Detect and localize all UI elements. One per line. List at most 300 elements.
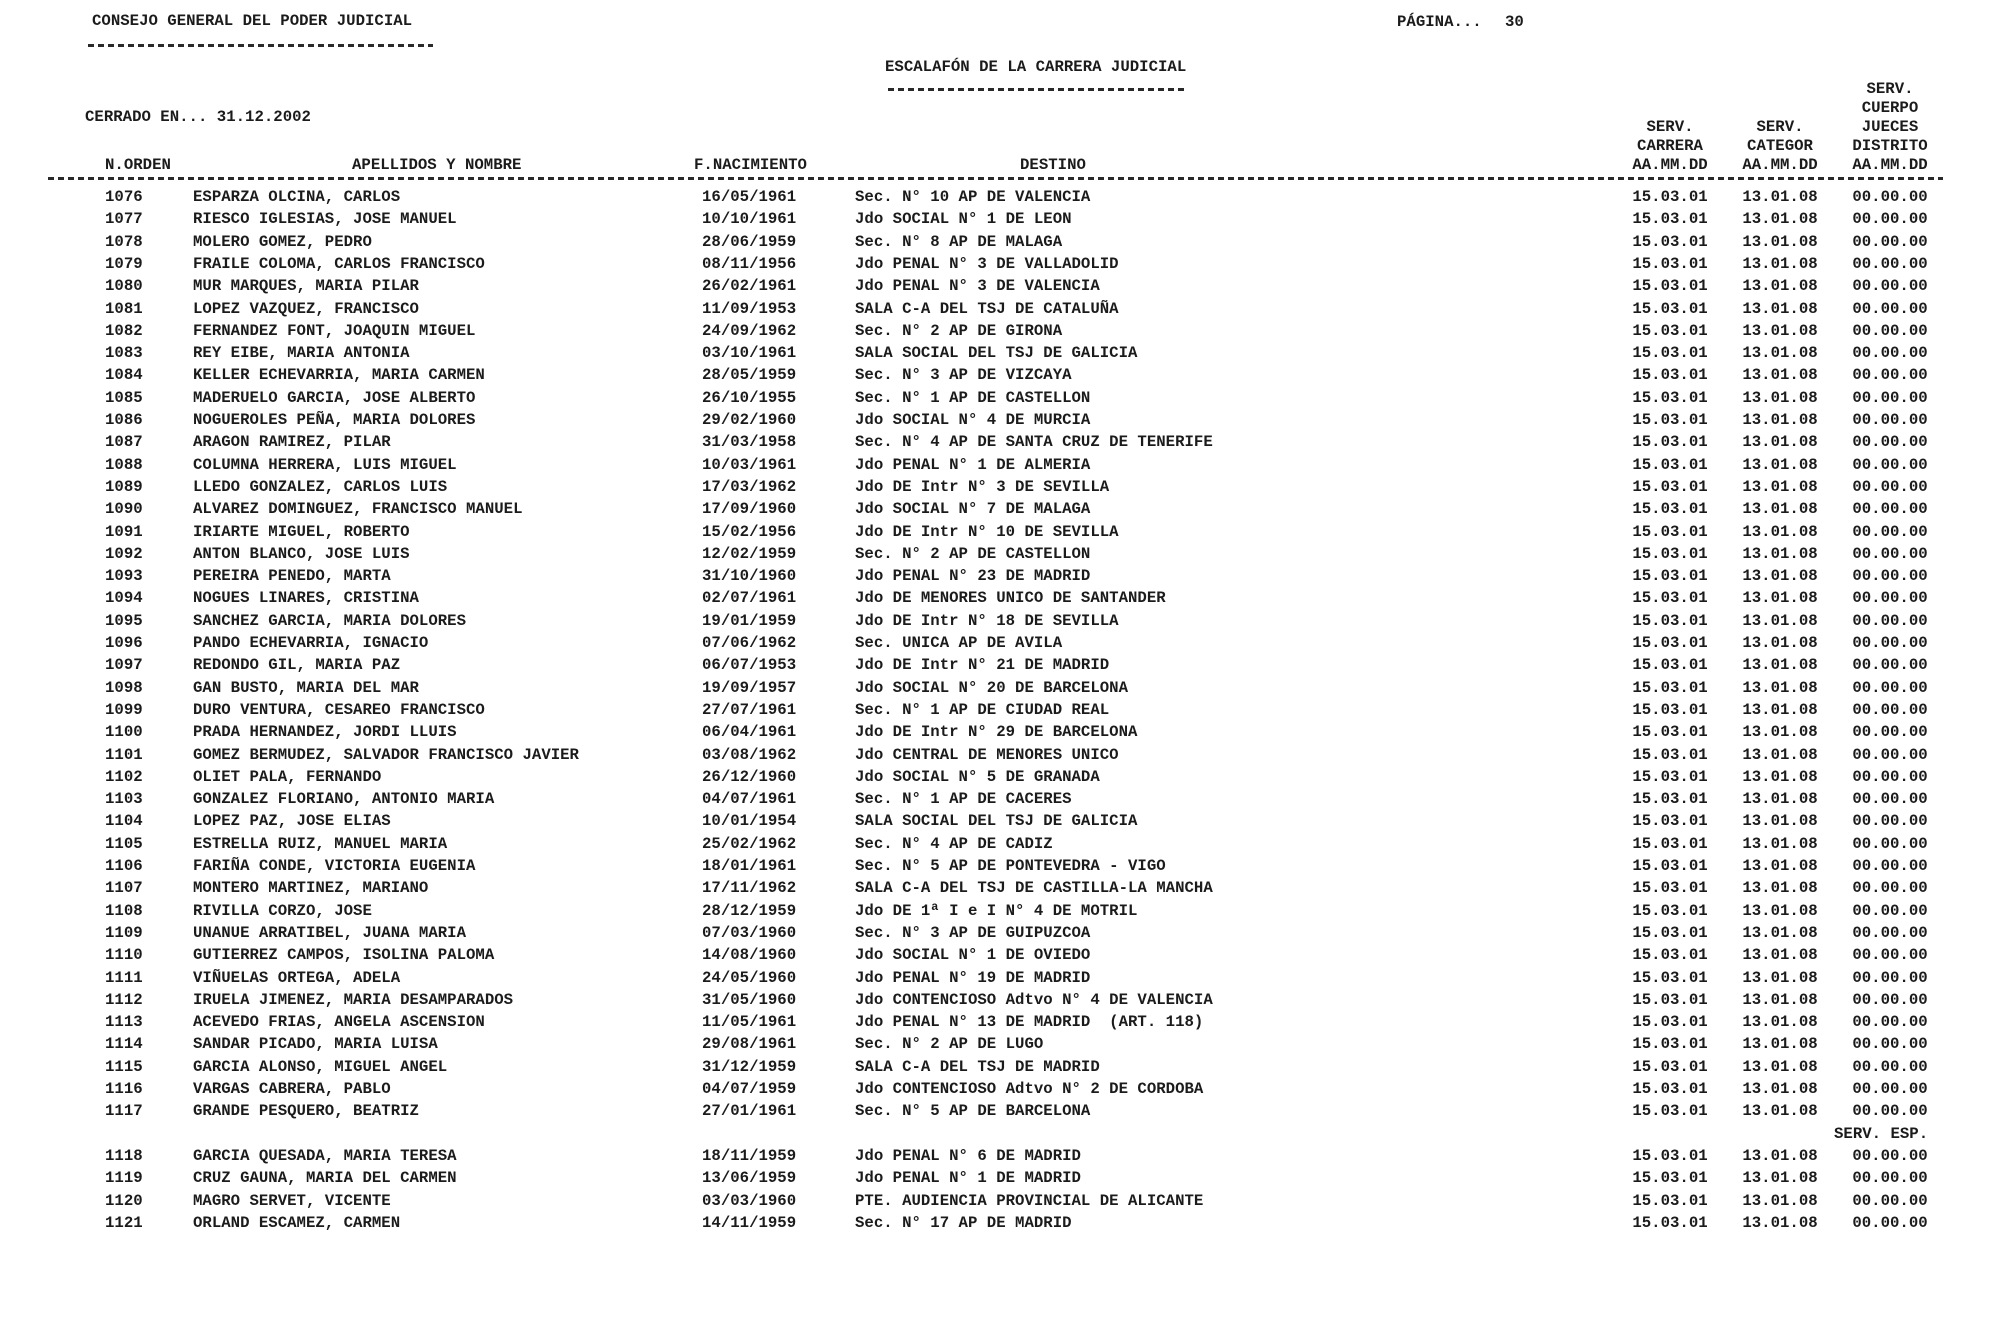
- serv-carrera-cell: 15.03.01: [1632, 923, 1708, 942]
- serv-distrito-cell: 00.00.00: [1852, 232, 1928, 251]
- serv-carrera-cell: 15.03.01: [1632, 299, 1708, 318]
- serv-carrera-cell: 15.03.01: [1632, 455, 1708, 474]
- order-cell: 1095: [105, 611, 143, 630]
- serv-categor-cell: 13.01.08: [1742, 723, 1818, 742]
- serv-categor-cell: 13.01.08: [1742, 990, 1818, 1009]
- serv-categor-cell: 13.01.08: [1742, 1146, 1818, 1165]
- destination-cell: Jdo PENAL N° 6 DE MADRID: [855, 1146, 1081, 1165]
- destination-cell: Jdo SOCIAL N° 1 DE OVIEDO: [855, 946, 1091, 965]
- order-cell: 1087: [105, 433, 143, 452]
- serv-categor-cell: 13.01.08: [1742, 344, 1818, 363]
- serv-distrito-cell: 00.00.00: [1852, 254, 1928, 273]
- table-row: [0, 321, 2000, 346]
- serv-categor-cell: 13.01.08: [1742, 879, 1818, 898]
- destination-cell: Jdo SOCIAL N° 20 DE BARCELONA: [855, 678, 1129, 697]
- birthdate-cell: 26/02/1961: [702, 277, 797, 296]
- serv-carrera-cell: 15.03.01: [1632, 767, 1708, 786]
- destination-cell: Sec. N° 5 AP DE BARCELONA: [855, 1102, 1091, 1121]
- col-serv-cuerpo-header-l2: CUERPO: [1861, 99, 1919, 117]
- serv-distrito-cell: 00.00.00: [1852, 656, 1928, 675]
- col-serv-carrera-header-l3: AA.MM.DD: [1632, 156, 1708, 174]
- name-cell: RIVILLA CORZO, JOSE: [193, 901, 372, 920]
- order-cell: 1090: [105, 500, 143, 519]
- serv-distrito-cell: 00.00.00: [1852, 678, 1928, 697]
- destination-cell: PTE. AUDIENCIA PROVINCIAL DE ALICANTE: [855, 1191, 1204, 1210]
- serv-categor-cell: 13.01.08: [1742, 1169, 1818, 1188]
- order-cell: 1094: [105, 589, 143, 608]
- serv-carrera-cell: 15.03.01: [1632, 277, 1708, 296]
- serv-categor-cell: 13.01.08: [1742, 567, 1818, 586]
- col-destino-header: DESTINO: [1020, 156, 1086, 174]
- name-cell: LOPEZ VAZQUEZ, FRANCISCO: [193, 299, 419, 318]
- serv-distrito-cell: 00.00.00: [1852, 1035, 1928, 1054]
- order-cell: 1081: [105, 299, 143, 318]
- name-cell: PANDO ECHEVARRIA, IGNACIO: [193, 634, 429, 652]
- name-cell: ACEVEDO FRIAS, ANGELA ASCENSION: [193, 1013, 485, 1032]
- table-row: [0, 1082, 2000, 1104]
- serv-carrera-cell: 15.03.01: [1632, 946, 1708, 965]
- name-cell: ALVAREZ DOMINGUEZ, FRANCISCO MANUEL: [193, 500, 523, 519]
- order-cell: 1100: [105, 723, 143, 742]
- order-cell: 1082: [105, 321, 143, 340]
- table-row: [0, 1191, 2000, 1216]
- serv-distrito-cell: 00.00.00: [1852, 477, 1928, 496]
- order-cell: 1080: [105, 277, 143, 296]
- table-row: [0, 413, 2000, 435]
- order-cell: 1109: [105, 923, 143, 942]
- table-row: [0, 435, 2000, 457]
- serv-categor-cell: 13.01.08: [1742, 634, 1818, 652]
- table-row: [0, 678, 2000, 703]
- order-cell: 1103: [105, 790, 143, 809]
- destination-cell: Sec. N° 1 AP DE CACERES: [855, 790, 1072, 809]
- order-cell: 1106: [105, 857, 143, 875]
- table-row: [0, 455, 2000, 480]
- serv-distrito-cell: 00.00.00: [1852, 344, 1928, 363]
- serv-categor-cell: 13.01.08: [1742, 254, 1818, 273]
- table-row: [0, 725, 2000, 747]
- serv-distrito-cell: 00.00.00: [1852, 1146, 1928, 1165]
- serv-carrera-cell: 15.03.01: [1632, 1102, 1708, 1121]
- order-cell: 1096: [105, 634, 143, 652]
- serv-categor-cell: 13.01.08: [1742, 477, 1818, 496]
- order-cell: 1108: [105, 901, 143, 920]
- order-cell: 1097: [105, 656, 143, 675]
- serv-distrito-cell: 00.00.00: [1852, 1102, 1928, 1121]
- table-row: [0, 1015, 2000, 1037]
- destination-cell: Sec. N° 3 AP DE VIZCAYA: [855, 366, 1072, 385]
- serv-categor-cell: 13.01.08: [1742, 522, 1818, 541]
- order-cell: 1110: [105, 946, 143, 965]
- birthdate-cell: 06/07/1953: [702, 656, 797, 675]
- serv-distrito-cell: 00.00.00: [1852, 968, 1928, 987]
- order-cell: 1101: [105, 745, 143, 764]
- table-row: [0, 1213, 2000, 1238]
- table-row: [0, 990, 2000, 1015]
- destination-cell: Jdo DE MENORES UNICO DE SANTANDER: [855, 589, 1166, 608]
- table-row: [0, 388, 2000, 413]
- order-cell: 1117: [105, 1102, 143, 1121]
- serv-categor-cell: 13.01.08: [1742, 901, 1818, 920]
- serv-categor-cell: 13.01.08: [1742, 656, 1818, 675]
- serv-categor-cell: 13.01.08: [1742, 1035, 1818, 1054]
- order-cell: 1089: [105, 477, 143, 496]
- order-cell: 1119: [105, 1169, 143, 1188]
- birthdate-cell: 25/02/1962: [702, 834, 797, 853]
- serv-distrito-cell: 00.00.00: [1852, 188, 1928, 206]
- serv-categor-cell: 13.01.08: [1742, 767, 1818, 786]
- order-cell: 1105: [105, 834, 143, 853]
- name-cell: MUR MARQUES, MARIA PILAR: [193, 277, 419, 296]
- serv-distrito-cell: 00.00.00: [1852, 812, 1928, 831]
- birthdate-cell: 03/03/1960: [702, 1191, 797, 1210]
- birthdate-cell: 17/11/1962: [702, 879, 797, 898]
- name-cell: KELLER ECHEVARRIA, MARIA CARMEN: [193, 366, 485, 385]
- name-cell: GARCIA QUESADA, MARIA TERESA: [193, 1146, 457, 1165]
- col-serv-categor-header-l1: SERV.: [1756, 118, 1804, 136]
- table-row: [0, 901, 2000, 926]
- table-row: [0, 1057, 2000, 1082]
- serv-categor-cell: 13.01.08: [1742, 1213, 1818, 1232]
- serv-categor-cell: 13.01.08: [1742, 232, 1818, 251]
- serv-carrera-cell: 15.03.01: [1632, 254, 1708, 273]
- name-cell: ARAGON RAMIREZ, PILAR: [193, 433, 391, 452]
- birthdate-cell: 27/01/1961: [702, 1102, 797, 1121]
- name-cell: PEREIRA PENEDO, MARTA: [193, 567, 391, 586]
- serv-carrera-cell: 15.03.01: [1632, 857, 1708, 875]
- destination-cell: Jdo SOCIAL N° 1 DE LEON: [855, 210, 1072, 229]
- table-row: [0, 968, 2000, 993]
- birthdate-cell: 14/11/1959: [702, 1213, 797, 1232]
- table-row: [0, 190, 2000, 212]
- birthdate-cell: 31/10/1960: [702, 567, 797, 586]
- serv-carrera-cell: 15.03.01: [1632, 1191, 1708, 1210]
- col-serv-carrera-header-l2: CARRERA: [1637, 137, 1703, 155]
- order-cell: 1083: [105, 344, 143, 363]
- serv-distrito-cell: 00.00.00: [1852, 923, 1928, 942]
- birthdate-cell: 18/11/1959: [702, 1146, 797, 1165]
- name-cell: VARGAS CABRERA, PABLO: [193, 1080, 391, 1098]
- serv-categor-cell: 13.01.08: [1742, 1013, 1818, 1032]
- order-cell: 1078: [105, 232, 143, 251]
- name-cell: SANCHEZ GARCIA, MARIA DOLORES: [193, 611, 467, 630]
- serv-carrera-cell: 15.03.01: [1632, 477, 1708, 496]
- birthdate-cell: 07/06/1962: [702, 634, 797, 652]
- destination-cell: SALA C-A DEL TSJ DE CATALUÑA: [855, 299, 1119, 318]
- name-cell: GONZALEZ FLORIANO, ANTONIO MARIA: [193, 790, 495, 809]
- order-cell: 1099: [105, 700, 143, 719]
- serv-distrito-cell: 00.00.00: [1852, 299, 1928, 318]
- serv-carrera-cell: 15.03.01: [1632, 790, 1708, 809]
- order-cell: 1098: [105, 678, 143, 697]
- serv-distrito-cell: 00.00.00: [1852, 388, 1928, 407]
- name-cell: GOMEZ BERMUDEZ, SALVADOR FRANCISCO JAVIER: [193, 745, 579, 764]
- serv-distrito-cell: 00.00.00: [1852, 767, 1928, 786]
- name-cell: FRAILE COLOMA, CARLOS FRANCISCO: [193, 254, 485, 273]
- order-cell: 1076: [105, 188, 143, 206]
- page-number: 30: [1505, 13, 1524, 31]
- order-cell: 1114: [105, 1035, 143, 1054]
- birthdate-cell: 03/10/1961: [702, 344, 797, 363]
- destination-cell: Sec. N° 17 AP DE MADRID: [855, 1213, 1072, 1232]
- name-cell: MOLERO GOMEZ, PEDRO: [193, 232, 372, 251]
- destination-cell: Jdo CONTENCIOSO Adtvo N° 4 DE VALENCIA: [855, 990, 1213, 1009]
- order-cell: 1115: [105, 1057, 143, 1076]
- serv-categor-cell: 13.01.08: [1742, 968, 1818, 987]
- serv-distrito-cell: 00.00.00: [1852, 634, 1928, 652]
- order-cell: 1112: [105, 990, 143, 1009]
- name-cell: MONTERO MARTINEZ, MARIANO: [193, 879, 429, 898]
- col-nacimiento-header: F.NACIMIENTO: [694, 156, 807, 174]
- serv-carrera-cell: 15.03.01: [1632, 522, 1708, 541]
- destination-cell: Sec. N° 1 AP DE CIUDAD REAL: [855, 700, 1110, 719]
- serv-carrera-cell: 15.03.01: [1632, 700, 1708, 719]
- order-cell: 1113: [105, 1013, 143, 1032]
- destination-cell: Sec. N° 8 AP DE MALAGA: [855, 232, 1063, 251]
- serv-carrera-cell: 15.03.01: [1632, 990, 1708, 1009]
- order-cell: 1084: [105, 366, 143, 385]
- serv-carrera-cell: 15.03.01: [1632, 1057, 1708, 1076]
- serv-distrito-cell: 00.00.00: [1852, 700, 1928, 719]
- serv-carrera-cell: 15.03.01: [1632, 1035, 1708, 1054]
- order-cell: 1102: [105, 767, 143, 786]
- destination-cell: Jdo SOCIAL N° 7 DE MALAGA: [855, 500, 1091, 519]
- birthdate-cell: 31/12/1959: [702, 1057, 797, 1076]
- serv-distrito-cell: 00.00.00: [1852, 857, 1928, 875]
- table-row: [0, 1146, 2000, 1171]
- birthdate-cell: 11/09/1953: [702, 299, 797, 318]
- serv-categor-cell: 13.01.08: [1742, 834, 1818, 853]
- order-cell: 1121: [105, 1213, 143, 1232]
- name-cell: LLEDO GONZALEZ, CARLOS LUIS: [193, 477, 448, 496]
- order-cell: 1091: [105, 522, 143, 541]
- birthdate-cell: 19/01/1959: [702, 611, 797, 630]
- name-cell: GUTIERREZ CAMPOS, ISOLINA PALOMA: [193, 946, 495, 965]
- birthdate-cell: 10/10/1961: [702, 210, 797, 229]
- name-cell: LOPEZ PAZ, JOSE ELIAS: [193, 812, 391, 831]
- birthdate-cell: 27/07/1961: [702, 700, 797, 719]
- destination-cell: Jdo PENAL N° 19 DE MADRID: [855, 968, 1091, 987]
- serv-distrito-cell: 00.00.00: [1852, 990, 1928, 1009]
- serv-categor-cell: 13.01.08: [1742, 923, 1818, 942]
- table-row: [0, 767, 2000, 792]
- serv-distrito-cell: 00.00.00: [1852, 522, 1928, 541]
- serv-distrito-cell: 00.00.00: [1852, 946, 1928, 965]
- serv-categor-cell: 13.01.08: [1742, 589, 1818, 608]
- order-cell: 1092: [105, 544, 143, 563]
- serv-carrera-cell: 15.03.01: [1632, 210, 1708, 229]
- serv-categor-cell: 13.01.08: [1742, 544, 1818, 563]
- birthdate-cell: 06/04/1961: [702, 723, 797, 742]
- table-row: [0, 232, 2000, 257]
- serv-carrera-cell: 15.03.01: [1632, 723, 1708, 742]
- name-cell: RIESCO IGLESIAS, JOSE MANUEL: [193, 210, 457, 229]
- serv-carrera-cell: 15.03.01: [1632, 544, 1708, 563]
- serv-carrera-cell: 15.03.01: [1632, 812, 1708, 831]
- serv-carrera-cell: 15.03.01: [1632, 968, 1708, 987]
- serv-distrito-cell: 00.00.00: [1852, 834, 1928, 853]
- table-row: [0, 881, 2000, 903]
- birthdate-cell: 10/01/1954: [702, 812, 797, 831]
- serv-categor-cell: 13.01.08: [1742, 188, 1818, 206]
- serv-distrito-cell: 00.00.00: [1852, 723, 1928, 742]
- serv-carrera-cell: 15.03.01: [1632, 366, 1708, 385]
- destination-cell: Jdo DE Intr N° 21 DE MADRID: [855, 656, 1110, 675]
- birthdate-cell: 26/10/1955: [702, 388, 797, 407]
- birthdate-cell: 28/05/1959: [702, 366, 797, 385]
- serv-carrera-cell: 15.03.01: [1632, 500, 1708, 519]
- destination-cell: Jdo PENAL N° 3 DE VALENCIA: [855, 277, 1100, 296]
- birthdate-cell: 29/02/1960: [702, 411, 797, 429]
- table-row: [0, 792, 2000, 814]
- birthdate-cell: 11/05/1961: [702, 1013, 797, 1032]
- table-row: [0, 477, 2000, 502]
- serv-carrera-cell: 15.03.01: [1632, 388, 1708, 407]
- name-cell: ORLAND ESCAMEZ, CARMEN: [193, 1213, 401, 1232]
- serv-distrito-cell: 00.00.00: [1852, 500, 1928, 519]
- destination-cell: Sec. N° 4 AP DE SANTA CRUZ DE TENERIFE: [855, 433, 1213, 452]
- name-cell: GARCIA ALONSO, MIGUEL ANGEL: [193, 1057, 448, 1076]
- destination-cell: Jdo DE Intr N° 18 DE SEVILLA: [855, 611, 1119, 630]
- name-cell: COLUMNA HERRERA, LUIS MIGUEL: [193, 455, 457, 474]
- serv-distrito-cell: 00.00.00: [1852, 1213, 1928, 1232]
- table-row: [0, 834, 2000, 859]
- birthdate-cell: 31/05/1960: [702, 990, 797, 1009]
- table-row: [0, 636, 2000, 658]
- destination-cell: Jdo DE 1ª I e I N° 4 DE MOTRIL: [855, 901, 1138, 920]
- serv-categor-cell: 13.01.08: [1742, 500, 1818, 519]
- birthdate-cell: 03/08/1962: [702, 745, 797, 764]
- col-serv-categor-header-l3: AA.MM.DD: [1742, 156, 1818, 174]
- serv-distrito-cell: 00.00.00: [1852, 277, 1928, 296]
- name-cell: DURO VENTURA, CESAREO FRANCISCO: [193, 700, 485, 719]
- table-row: [0, 299, 2000, 324]
- serv-carrera-cell: 15.03.01: [1632, 901, 1708, 920]
- destination-cell: SALA C-A DEL TSJ DE CASTILLA-LA MANCHA: [855, 879, 1213, 898]
- order-cell: 1077: [105, 210, 143, 229]
- table-row: [0, 1037, 2000, 1059]
- serv-carrera-cell: 15.03.01: [1632, 321, 1708, 340]
- birthdate-cell: 17/03/1962: [702, 477, 797, 496]
- name-cell: REY EIBE, MARIA ANTONIA: [193, 344, 410, 363]
- table-row: [0, 569, 2000, 591]
- serv-distrito-cell: 00.00.00: [1852, 1080, 1928, 1098]
- birthdate-cell: 16/05/1961: [702, 188, 797, 206]
- serv-distrito-cell: 00.00.00: [1852, 1169, 1928, 1188]
- birthdate-cell: 28/06/1959: [702, 232, 797, 251]
- destination-cell: Sec. N° 10 AP DE VALENCIA: [855, 188, 1091, 206]
- table-row: [0, 368, 2000, 390]
- birthdate-cell: 13/06/1959: [702, 1169, 797, 1188]
- serv-categor-cell: 13.01.08: [1742, 1191, 1818, 1210]
- table-row: [0, 522, 2000, 547]
- organization-title: CONSEJO GENERAL DEL PODER JUDICIAL: [92, 12, 413, 30]
- serv-distrito-cell: 00.00.00: [1852, 210, 1928, 229]
- destination-cell: Jdo PENAL N° 13 DE MADRID (ART. 118): [855, 1013, 1204, 1032]
- destination-cell: Jdo CONTENCIOSO Adtvo N° 2 DE CORDOBA: [855, 1080, 1204, 1098]
- serv-categor-cell: 13.01.08: [1742, 857, 1818, 875]
- destination-cell: Sec. N° 5 AP DE PONTEVEDRA - VIGO: [855, 857, 1166, 875]
- serv-carrera-cell: 15.03.01: [1632, 1213, 1708, 1232]
- name-cell: FARIÑA CONDE, VICTORIA EUGENIA: [193, 857, 476, 875]
- name-cell: VIÑUELAS ORTEGA, ADELA: [193, 968, 401, 987]
- col-orden-header: N.ORDEN: [105, 156, 171, 174]
- serv-categor-cell: 13.01.08: [1742, 1080, 1818, 1098]
- birthdate-cell: 12/02/1959: [702, 544, 797, 563]
- serv-categor-cell: 13.01.08: [1742, 1057, 1818, 1076]
- name-cell: ESPARZA OLCINA, CARLOS: [193, 188, 401, 206]
- serv-categor-cell: 13.01.08: [1742, 812, 1818, 831]
- serv-categor-cell: 13.01.08: [1742, 700, 1818, 719]
- table-row: [0, 591, 2000, 613]
- serv-carrera-cell: 15.03.01: [1632, 634, 1708, 652]
- table-row: [0, 1171, 2000, 1193]
- order-cell: 1093: [105, 567, 143, 586]
- serv-carrera-cell: 15.03.01: [1632, 745, 1708, 764]
- serv-categor-cell: 13.01.08: [1742, 366, 1818, 385]
- destination-cell: Sec. N° 3 AP DE GUIPUZCOA: [855, 923, 1091, 942]
- serv-distrito-cell: 00.00.00: [1852, 455, 1928, 474]
- table-row: [0, 1104, 2000, 1126]
- table-row: [0, 611, 2000, 636]
- birthdate-cell: 04/07/1961: [702, 790, 797, 809]
- name-cell: GRANDE PESQUERO, BEATRIZ: [193, 1102, 419, 1121]
- destination-cell: Jdo DE Intr N° 29 DE BARCELONA: [855, 723, 1138, 742]
- serv-distrito-cell: 00.00.00: [1852, 433, 1928, 452]
- birthdate-cell: 31/03/1958: [702, 433, 797, 452]
- table-row: [0, 814, 2000, 836]
- table-row: [0, 948, 2000, 970]
- birthdate-cell: 26/12/1960: [702, 767, 797, 786]
- serv-categor-cell: 13.01.08: [1742, 946, 1818, 965]
- serv-categor-cell: 13.01.08: [1742, 321, 1818, 340]
- serv-carrera-cell: 15.03.01: [1632, 567, 1708, 586]
- destination-cell: Jdo PENAL N° 3 DE VALLADOLID: [855, 254, 1119, 273]
- destination-cell: Jdo DE Intr N° 3 DE SEVILLA: [855, 477, 1110, 496]
- serv-distrito-cell: 00.00.00: [1852, 544, 1928, 563]
- serv-distrito-cell: 00.00.00: [1852, 745, 1928, 764]
- destination-cell: Jdo PENAL N° 1 DE ALMERIA: [855, 455, 1091, 474]
- serv-categor-cell: 13.01.08: [1742, 299, 1818, 318]
- document-title-underline: [888, 88, 1188, 91]
- name-cell: GAN BUSTO, MARIA DEL MAR: [193, 678, 419, 697]
- destination-cell: Jdo PENAL N° 1 DE MADRID: [855, 1169, 1081, 1188]
- serv-distrito-cell: 00.00.00: [1852, 611, 1928, 630]
- serv-carrera-cell: 15.03.01: [1632, 1080, 1708, 1098]
- serv-carrera-cell: 15.03.01: [1632, 232, 1708, 251]
- name-cell: NOGUEROLES PEÑA, MARIA DOLORES: [193, 411, 476, 429]
- serv-carrera-cell: 15.03.01: [1632, 611, 1708, 630]
- document-title: ESCALAFÓN DE LA CARRERA JUDICIAL: [885, 58, 1187, 76]
- serv-categor-cell: 13.01.08: [1742, 388, 1818, 407]
- birthdate-cell: 28/12/1959: [702, 901, 797, 920]
- destination-cell: Sec. N° 4 AP DE CADIZ: [855, 834, 1053, 853]
- col-apellidos-header: APELLIDOS Y NOMBRE: [352, 156, 522, 174]
- name-cell: FERNANDEZ FONT, JOAQUIN MIGUEL: [193, 321, 476, 340]
- serv-distrito-cell: 00.00.00: [1852, 901, 1928, 920]
- destination-cell: Jdo CENTRAL DE MENORES UNICO: [855, 745, 1119, 764]
- serv-carrera-cell: 15.03.01: [1632, 433, 1708, 452]
- serv-distrito-cell: 00.00.00: [1852, 411, 1928, 429]
- birthdate-cell: 19/09/1957: [702, 678, 797, 697]
- birthdate-cell: 18/01/1961: [702, 857, 797, 875]
- serv-distrito-cell: 00.00.00: [1852, 589, 1928, 608]
- col-serv-carrera-header-l1: SERV.: [1646, 118, 1694, 136]
- destination-cell: Sec. N° 2 AP DE CASTELLON: [855, 544, 1091, 563]
- destination-cell: SALA C-A DEL TSJ DE MADRID: [855, 1057, 1100, 1076]
- name-cell: CRUZ GAUNA, MARIA DEL CARMEN: [193, 1169, 457, 1188]
- birthdate-cell: 15/02/1956: [702, 522, 797, 541]
